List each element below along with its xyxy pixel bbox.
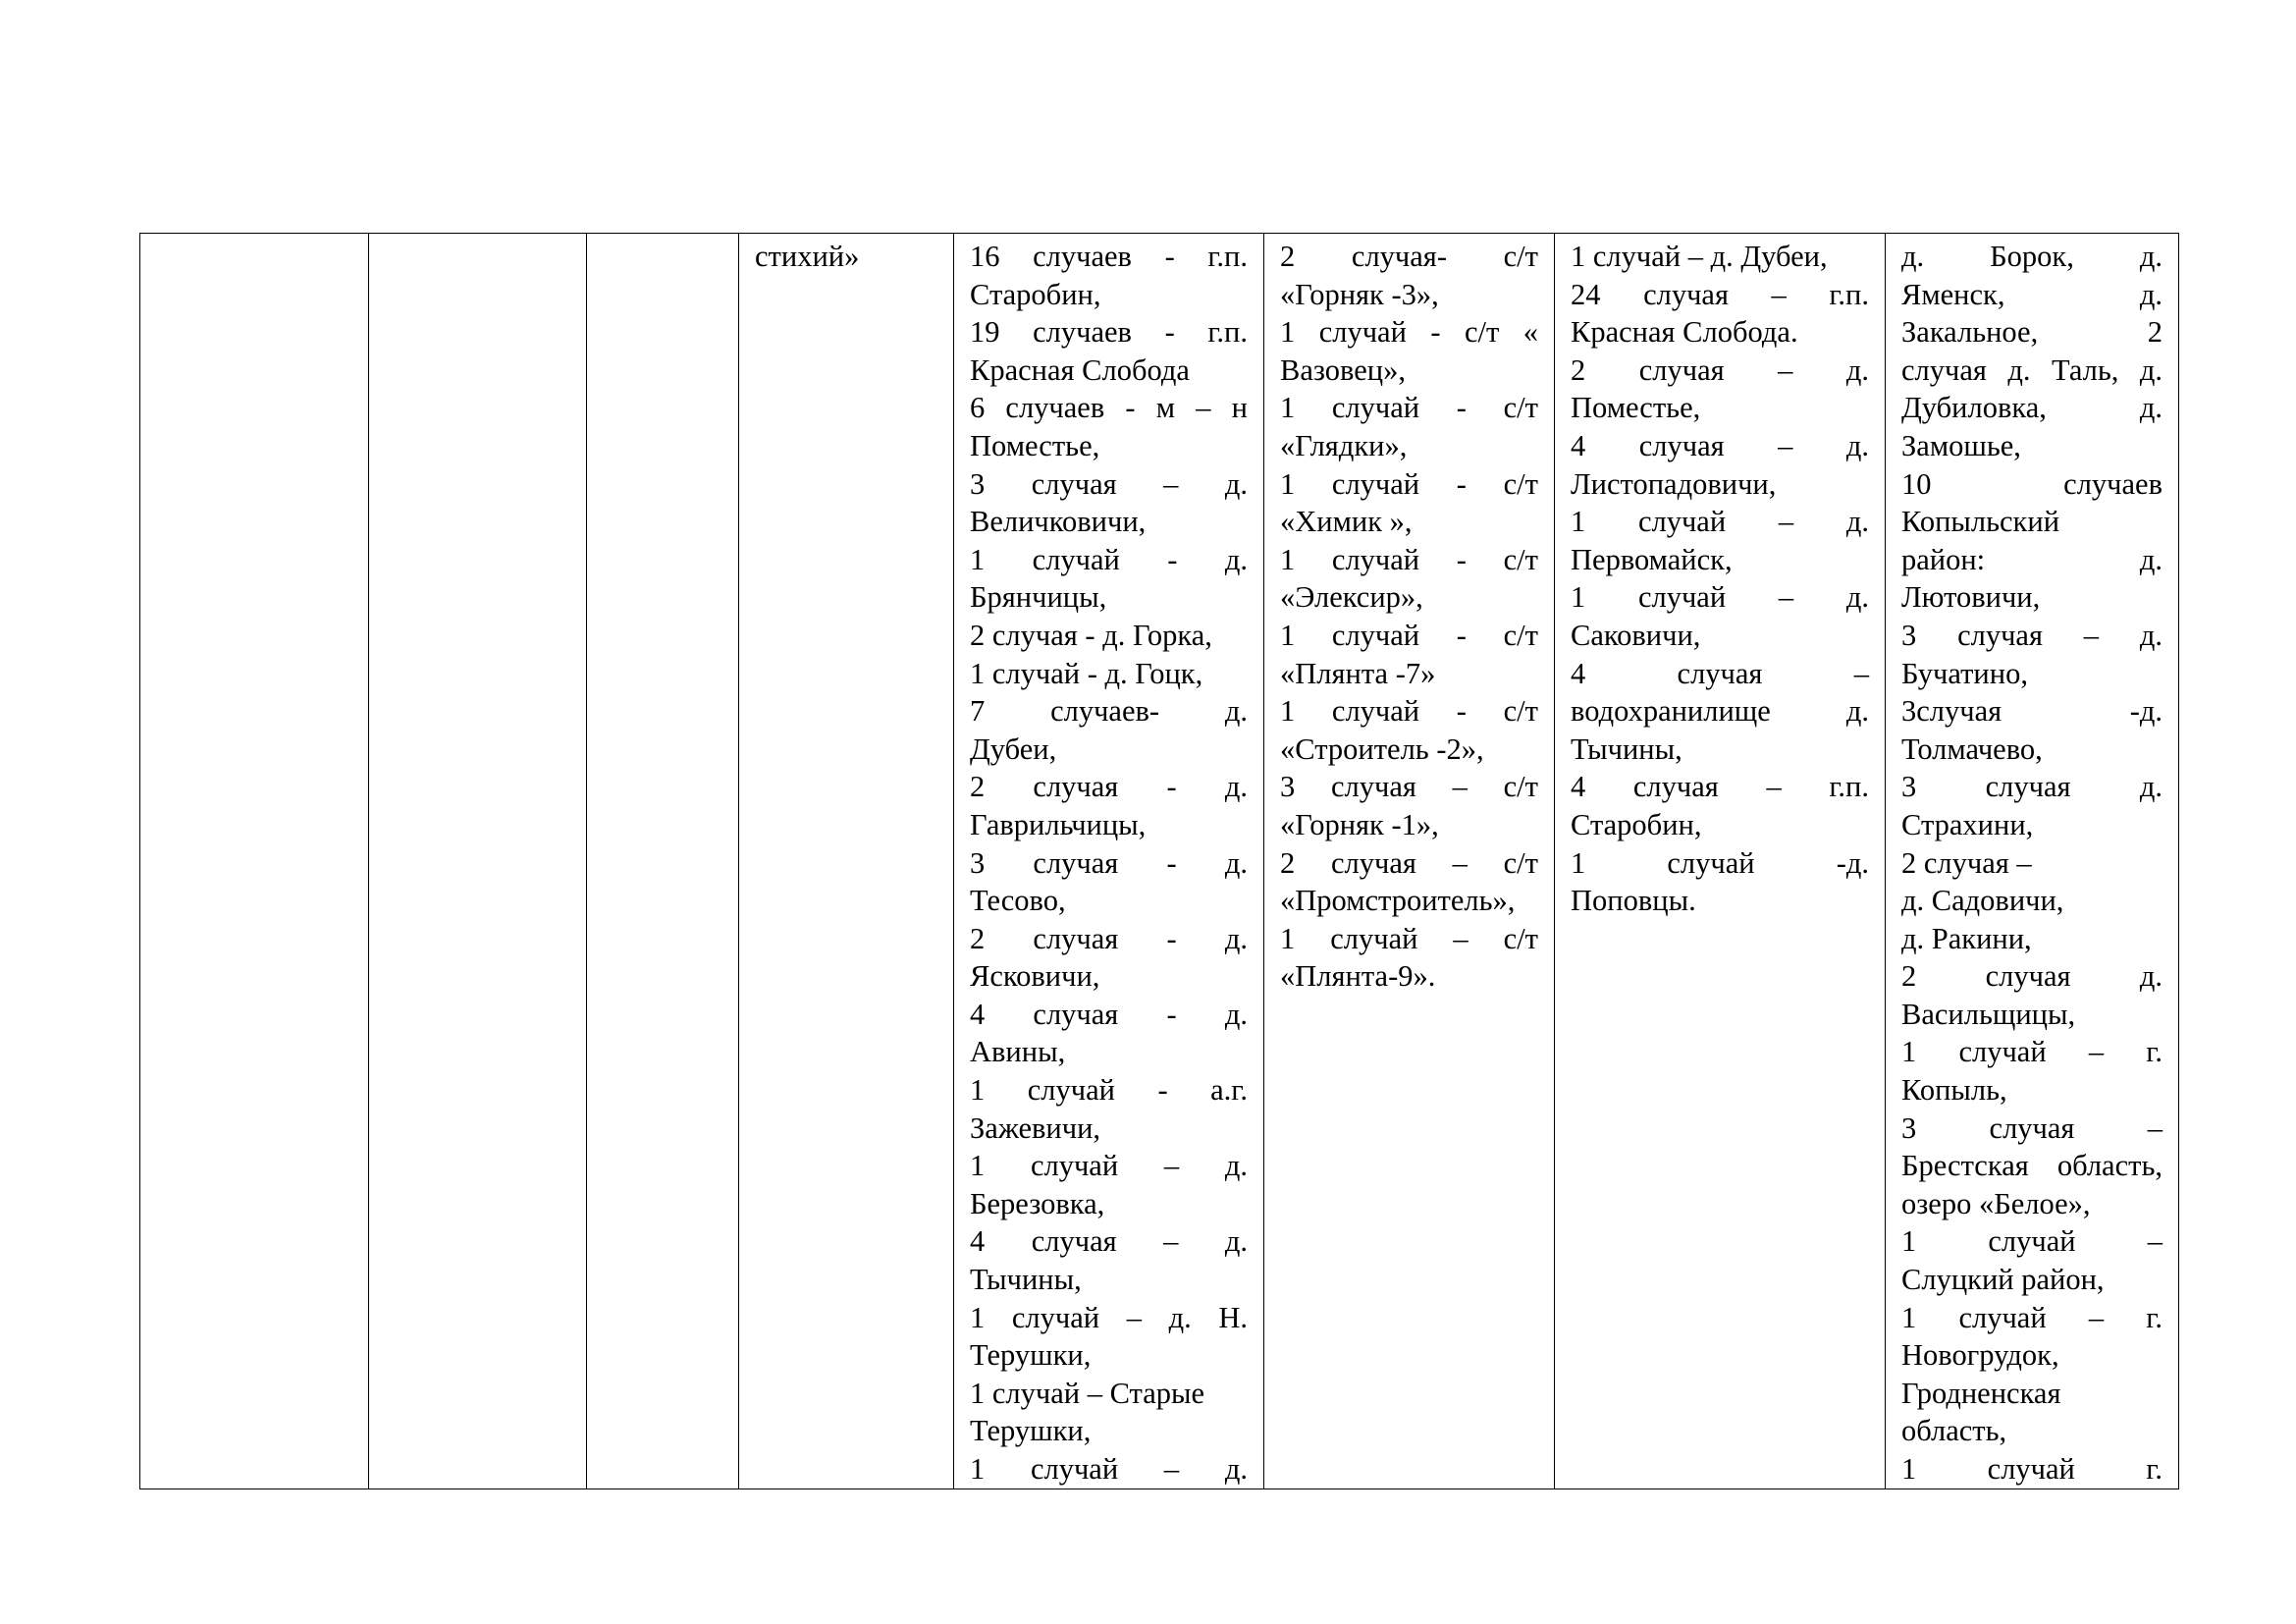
cell-text-line: 4 случая – г.п. [1571,770,1869,804]
report-table [139,233,2179,1489]
cell-text-line: 1 случай – д. Дубеи, [1571,240,1828,273]
cell-text-line: Терушки, [970,1414,1092,1448]
cell-text-line: Старобин, [970,277,1101,311]
cell-text-line: 24 случая – г.п. [1571,277,1869,311]
table-cell-col4 [739,234,954,1489]
cell-text-line: 1 случай – с/т [1280,921,1538,955]
cell-text-line: Гродненская [1901,1376,2061,1410]
cell-text-line: 1 случай - д. [970,542,1248,576]
cell-text-line: 1 случай г. [1901,1452,2163,1486]
cell-text-line: 3 случая – д. [1901,618,2163,652]
cell-text-line: Поместье, [970,428,1100,462]
table-cell-col8 [1886,234,2179,1489]
cell-text-line: Зажевичи, [970,1110,1101,1145]
cell-text-line: д. Ракини, [1901,921,2032,955]
cell-text-line: 4 случая - д. [970,997,1248,1031]
cell-text-line: Тычины, [970,1263,1082,1297]
cell-text-line: 1 случай - с/т [1280,466,1538,501]
cell-text-line: Первомайск, [1571,542,1733,576]
cell-text-line: 2 случая - д. [970,921,1248,955]
cell-text-line: 4 случая – д. [970,1224,1248,1259]
cell-text-line: Новогрудок, [1901,1338,2059,1373]
cell-text-line: 1 случай – д. [1571,505,1869,539]
cell-text-line: Брянчицы, [970,580,1107,615]
cell-text-line: «Химик », [1280,505,1413,539]
table-cell-col6 [1264,234,1555,1489]
cell-text-line: 1 случай – д. Н. [970,1300,1248,1334]
cell-text-line: Ясковичи, [970,959,1100,994]
cell-text-line: 1 случай – д. [970,1149,1248,1183]
table-cell-col3 [587,234,739,1489]
cell-text-line: 2 случая – д. [1571,352,1869,387]
cell-text-line: 2 случая – [1901,845,2032,880]
table-cell-col1 [140,234,369,1489]
cell-text-line: 1 случай - с/т [1280,618,1538,652]
cell-text-line: 3 случая – [1901,1110,2163,1145]
cell-text-line: 1 случай - с/т [1280,542,1538,576]
cell-text-line: Копыльский [1901,505,2060,539]
cell-text-line: д. Борок, д. [1901,240,2163,273]
cell-text-line: Дубеи, [970,731,1057,766]
cell-text-line: 2 случая д. [1901,959,2163,994]
cell-text-line: 2 случая - д. Горка, [970,618,1212,652]
cell-text-line: 3 случая – д. [970,466,1248,501]
cell-text-line: 1 случай - д. Гоцк, [970,656,1203,690]
table-cell-col7 [1555,234,1886,1489]
cell-text-line: «Плянта -7» [1280,656,1436,690]
cell-text-line: Красная Слобода. [1571,315,1798,350]
cell-text-line: 1 случай – д. [1571,580,1869,615]
cell-text-line: 1 случай -д. [1571,845,1869,880]
cell-text-line: Гаврильчицы, [970,807,1147,841]
cell-text-line: Копыль, [1901,1073,2007,1108]
cell-text-line: Слуцкий район, [1901,1263,2105,1297]
cell-text-line: 1 случай - с/т [1280,694,1538,729]
cell-text-line: Замошье, [1901,428,2021,462]
cell-text-line: водохранилище д. [1571,694,1869,729]
cell-text-line: 3 случая – с/т [1280,770,1538,804]
cell-text-line: Страхини, [1901,807,2034,841]
table-row [140,234,2179,1489]
cell-text-line: 1 случай – г. [1901,1035,2163,1069]
cell-text-line: 1 случай – д. [970,1452,1248,1486]
cell-text-line: Тесово, [970,884,1066,918]
cell-text-line: «Строитель -2», [1280,731,1484,766]
cell-text-line: Закальное, 2 [1901,315,2163,350]
cell-text-line: 4 случая – [1571,656,1869,690]
cell-text-line: 2 случая – с/т [1280,845,1538,880]
cell-text-line: Старобин, [1571,807,1702,841]
cell-text-line: 2 случая - д. [970,770,1248,804]
cell-text-line: Вазовец», [1280,352,1406,387]
cell-text-line: район: д. [1901,542,2163,576]
cell-text-line: 1 случай – Старые [970,1376,1205,1410]
cell-text-line: «Плянта-9». [1280,959,1436,994]
cell-text-line: 10 случаев [1901,466,2163,501]
cell-text-line: «Глядки», [1280,428,1408,462]
cell-text-line: Терушки, [970,1338,1092,1373]
cell-text-line: 3 случая - д. [970,845,1248,880]
cell-text-line: 2 случая- с/т [1280,240,1538,273]
cell-text-line: 6 случаев - м – н [970,391,1248,425]
table-cell-col2 [369,234,587,1489]
cell-text-line: Березовка, [970,1186,1105,1220]
cell-text-line: Тычины, [1571,731,1682,766]
cell-text-line: 1 случай – [1901,1224,2163,1259]
cell-text-line: Дубиловка, д. [1901,391,2163,425]
cell-text-line: Толмачево, [1901,731,2043,766]
cell-text-line: «Горняк -3», [1280,277,1439,311]
cell-text-line: «Промстроитель», [1280,884,1516,918]
cell-text-line: 4 случая – д. [1571,428,1869,462]
cell-text-line: 1 случай - а.г. [970,1073,1248,1108]
cell-text-line: Яменск, д. [1901,277,2163,311]
cell-text-line: Красная Слобода [970,352,1190,387]
cell-text-line: случая д. Таль, д. [1901,352,2163,387]
cell-text-line: д. Садовичи, [1901,884,2064,918]
cell-text-line: «Элексир», [1280,580,1423,615]
cell-text-line: 19 случаев - г.п. [970,315,1248,350]
cell-text-line: Брестская область, [1901,1149,2163,1183]
cell-text-line: стихий» [755,240,860,273]
cell-text-line: 3 случая д. [1901,770,2163,804]
cell-text-line: 3случая -д. [1901,694,2163,729]
cell-text-line: 7 случаев- д. [970,694,1248,729]
cell-text-line: Васильщицы, [1901,997,2076,1031]
cell-text-line: Лютовичи, [1901,580,2041,615]
cell-text-line: 16 случаев - г.п. [970,240,1248,273]
cell-text-line: Поповцы. [1571,884,1696,918]
cell-text-line: 1 случай - с/т « [1280,315,1538,350]
cell-text-line: озеро «Белое», [1901,1186,2091,1220]
cell-text-line: 1 случай – г. [1901,1300,2163,1334]
table-cell-col5 [954,234,1264,1489]
cell-text-line: область, [1901,1414,2007,1448]
cell-text-line: Бучатино, [1901,656,2028,690]
cell-text-line: Саковичи, [1571,618,1701,652]
cell-text-line: Листопадовичи, [1571,466,1777,501]
cell-text-line: Поместье, [1571,391,1701,425]
cell-text-line: Авины, [970,1035,1066,1069]
cell-text-line: Величковичи, [970,505,1147,539]
cell-text-line: «Горняк -1», [1280,807,1439,841]
cell-text-line: 1 случай - с/т [1280,391,1538,425]
